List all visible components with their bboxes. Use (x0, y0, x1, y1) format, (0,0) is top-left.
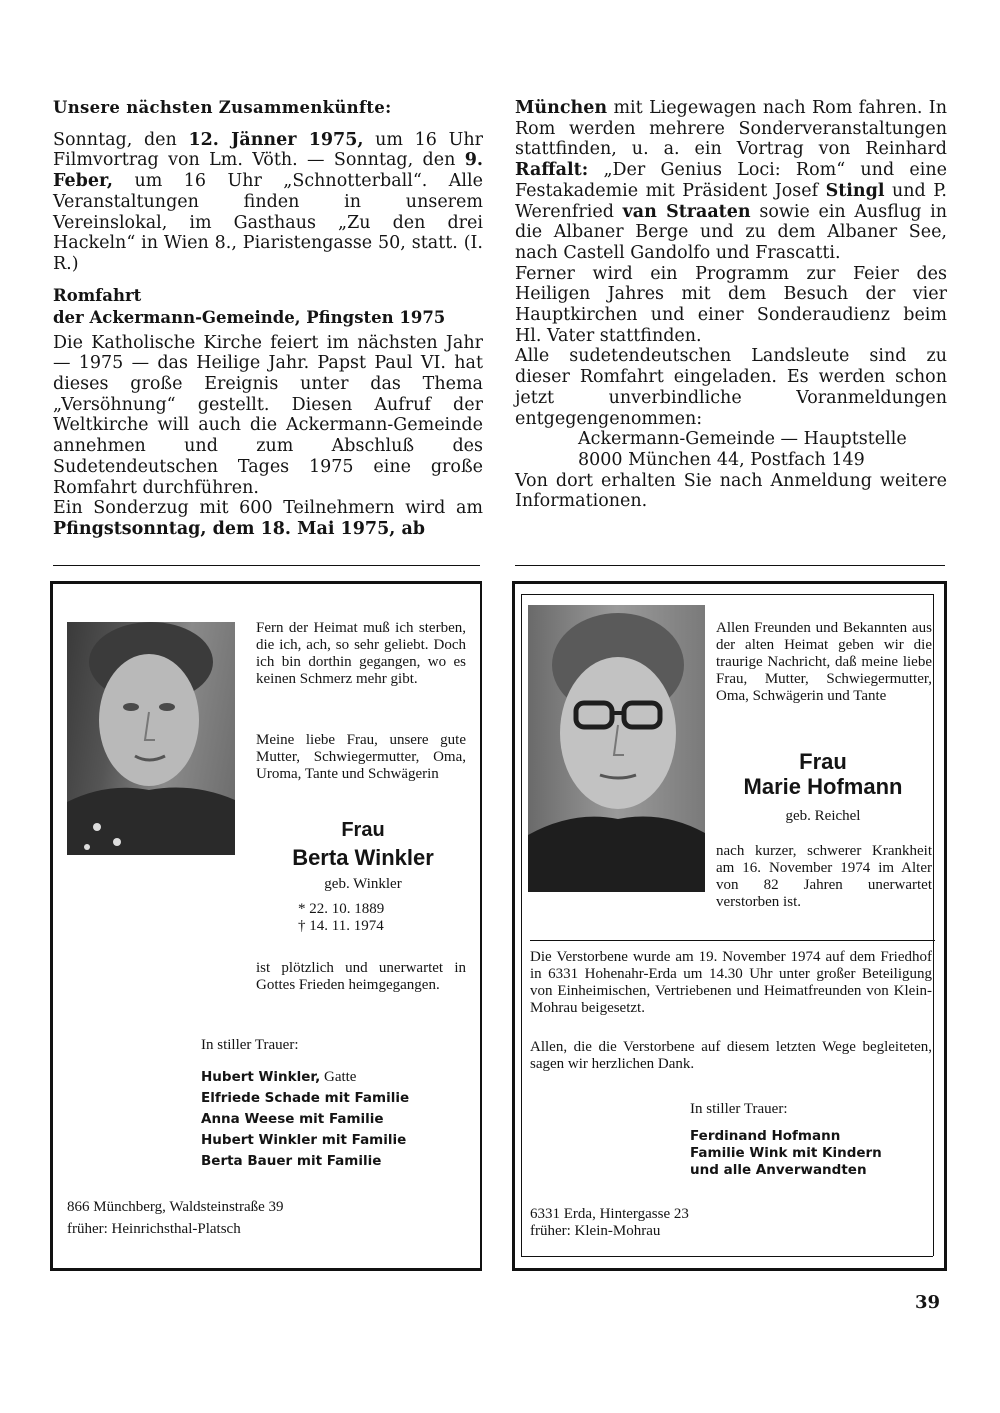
mourner-2: Elfriede Schade mit Familie (201, 1090, 410, 1106)
mourner-2: Familie Wink mit Kindern (690, 1145, 882, 1161)
hofmann-address (530, 1206, 689, 1240)
program-paragraph: Ferner wird ein Programm zur Feier des Heiligen Jahres mit dem Besuch der vier Hauptkirchen und einer Sonderaudienz beim Hl. Vater stattfinden. (515, 263, 947, 346)
poem-text: Fern der Heimat muß ich sterben, die ich, ach, so sehr geliebt. Doch ich bin dorthin gegangen, wo es keinen Schmerz mehr gibt. (256, 620, 466, 687)
frame-inner-right (933, 594, 934, 1256)
rome-text-b: „Der Genius Loci: Rom“ und eine Festakademie mit Präsident Josef (515, 160, 947, 201)
meeting-text: um 16 Uhr „Schnotterball“. Alle Veranstaltungen finden in unserem Vereinslokal, im Gasthaus „Zu den drei Hackeln“ in Wien 8., Piaristengasse 50, statt. (I. R.) (53, 171, 483, 274)
contact-address (578, 429, 947, 470)
info-paragraph: Von dort erhalten Sie nach Anmeldung weitere Informationen. (515, 470, 947, 512)
mourner-3: und alle Anverwandten (690, 1162, 867, 1178)
meeting-date-bold: 9. Feber, (53, 150, 483, 192)
winkler-born-name: geb. Winkler (324, 876, 402, 892)
frame-top (512, 581, 947, 584)
hofmann-burial: Die Verstorbene wurde am 19. November 1974 auf dem Friedhof in 6331 Hohenahr-Erda um 14.30 Uhr unter großer Beteiligung von Einheimischen, Vertriebenen und Heimatfreunden von Klein-Mohrau beigesetzt. (530, 949, 932, 1016)
romfahrt-heading: Romfahrt (53, 285, 142, 305)
romfahrt-train-date: Pfingstsonntag, dem 18. Mai 1975, ab (53, 518, 426, 539)
raffalt-bold: Raffalt: (515, 160, 589, 181)
romfahrt-train-paragraph (53, 498, 483, 539)
romfahrt-train-text: Ein Sonderzug mit 600 Teilnehmern wird am (53, 498, 483, 519)
left-column (53, 98, 483, 540)
portrait-illustration (67, 622, 235, 855)
meeting-date-bold: 12. Jänner 1975, (188, 129, 364, 150)
address-line-2: 8000 München 44, Postfach 149 (578, 449, 865, 470)
mourner-4: Hubert Winkler mit Familie (201, 1132, 407, 1148)
hofmann-thanks: Allen, die die Verstorbene auf diesem letzten Wege begleiteten, sagen wir herzlichen Dank. (530, 1039, 932, 1072)
rome-program-paragraph (515, 98, 947, 264)
rome-text-a: mit Liegewagen nach Rom fahren. In Rom werden mehrere Sonderveranstaltungen stattfinden, u. a. ein Vortrag von Reinhard (515, 98, 947, 160)
portrait-photo-hofmann (528, 605, 705, 892)
death-date: † 14. 11. 1974 (298, 918, 384, 934)
rome-text-c: und P. Werenfried (515, 180, 947, 222)
munich-bold: München (515, 98, 608, 118)
winkler-passing: ist plötzlich und unerwartet in Gottes Frieden heimgegangen. (256, 960, 466, 993)
address-line-1: 6331 Erda, Hintergasse 23 (530, 1206, 689, 1222)
portrait-photo-winkler (67, 622, 235, 855)
frame-right (480, 581, 482, 1271)
address-line-2: früher: Heinrichsthal-Platsch (67, 1221, 241, 1237)
portrait-illustration (528, 605, 705, 892)
mourner-1-relation: Gatte (320, 1069, 357, 1085)
hofmann-name: Marie Hofmann (743, 774, 903, 799)
winkler-title: Frau (341, 819, 385, 841)
meetings-heading: Unsere nächsten Zusammenkünfte: (53, 98, 392, 117)
frame-left (50, 581, 53, 1271)
mourner-5: Berta Bauer mit Familie (201, 1153, 382, 1169)
meetings-text (53, 130, 483, 275)
frame-top (50, 581, 482, 584)
birth-date: * 22. 10. 1889 (298, 901, 385, 917)
romfahrt-subheading: der Ackermann-Gemeinde, Pfingsten 1975 (53, 307, 446, 327)
winkler-mourning-label: In stiller Trauer: (201, 1037, 299, 1053)
separator-rule-right (515, 565, 945, 566)
hofmann-title: Frau (799, 749, 847, 774)
hofmann-mourners (690, 1128, 882, 1179)
winkler-intro: Meine liebe Frau, unsere gute Mutter, Schwiegermutter, Oma, Uroma, Tante und Schwägerin (256, 732, 466, 782)
van-straaten-bold: van Straaten (622, 201, 751, 222)
mourner-1-name: Hubert Winkler, (201, 1069, 321, 1085)
invitation-paragraph: Alle sudetendeutschen Landsleute sind zu dieser Romfahrt eingeladen. Es werden schon jetzt unverbindliche Voranmeldungen entgegengenommen: (515, 346, 947, 429)
frame-bottom (50, 1268, 482, 1271)
separator-rule-left (53, 565, 480, 566)
hofmann-intro: Allen Freunden und Bekannten aus der alten Heimat geben wir die traurige Nachricht, daß meine liebe Frau, Mutter, Schwiegermutter, Oma, Schwägerin und Tante (716, 620, 932, 704)
winkler-dates (298, 901, 384, 935)
meeting-text: um 16 Uhr Filmvortrag von Lm. Vöth. — Sonntag, den (53, 129, 483, 171)
mourner-1 (201, 1067, 409, 1088)
stingl-bold: Stingl (825, 180, 885, 201)
romfahrt-paragraph: Die Katholische Kirche feiert im nächsten Jahr — 1975 — das Heilige Jahr. Papst Paul VI. hat dieses große Ereignis unter das Thema „Versöhnung“ gestellt. Diesen Aufruf der Weltkirche will auch die Ackermann-Gemeinde annehmen und zum Abschluß des Sudetendeutschen Tages 1975 eine große Romfahrt durchführen. (53, 332, 483, 498)
winkler-poem (256, 620, 466, 688)
hofmann-mourning-label: In stiller Trauer: (690, 1101, 788, 1117)
hofmann-passing: nach kurzer, schwerer Krankheit am 16. November 1974 im Alter von 82 Jahren unerwartet verstorben ist. (716, 843, 932, 910)
address-line-2: früher: Klein-Mohrau (530, 1223, 661, 1239)
mourner-3: Anna Weese mit Familie (201, 1111, 384, 1127)
frame-inner-top (521, 594, 933, 595)
address-line-1: Ackermann-Gemeinde — Hauptstelle (578, 429, 907, 450)
rome-text-d: sowie ein Ausflug in die Albaner Berge und zu dem Albaner See, nach Castell Gandolfo und Frascatti. (515, 201, 947, 263)
winkler-name: Berta Winkler (292, 845, 434, 870)
page-number: 39 (915, 1292, 941, 1313)
frame-right (944, 581, 947, 1271)
winkler-address (67, 1196, 284, 1240)
frame-bottom (512, 1268, 947, 1271)
address-line-1: 866 Münchberg, Waldsteinstraße 39 (67, 1199, 284, 1215)
frame-inner-left (521, 594, 522, 1256)
meeting-text: Sonntag, den (53, 129, 189, 150)
frame-inner-bottom (521, 1256, 933, 1257)
hofmann-separator (530, 940, 935, 941)
frame-left (512, 581, 515, 1271)
winkler-mourners (201, 1067, 409, 1172)
right-column (515, 98, 947, 512)
mourner-1: Ferdinand Hofmann (690, 1128, 841, 1144)
hofmann-born-name: geb. Reichel (785, 808, 861, 824)
